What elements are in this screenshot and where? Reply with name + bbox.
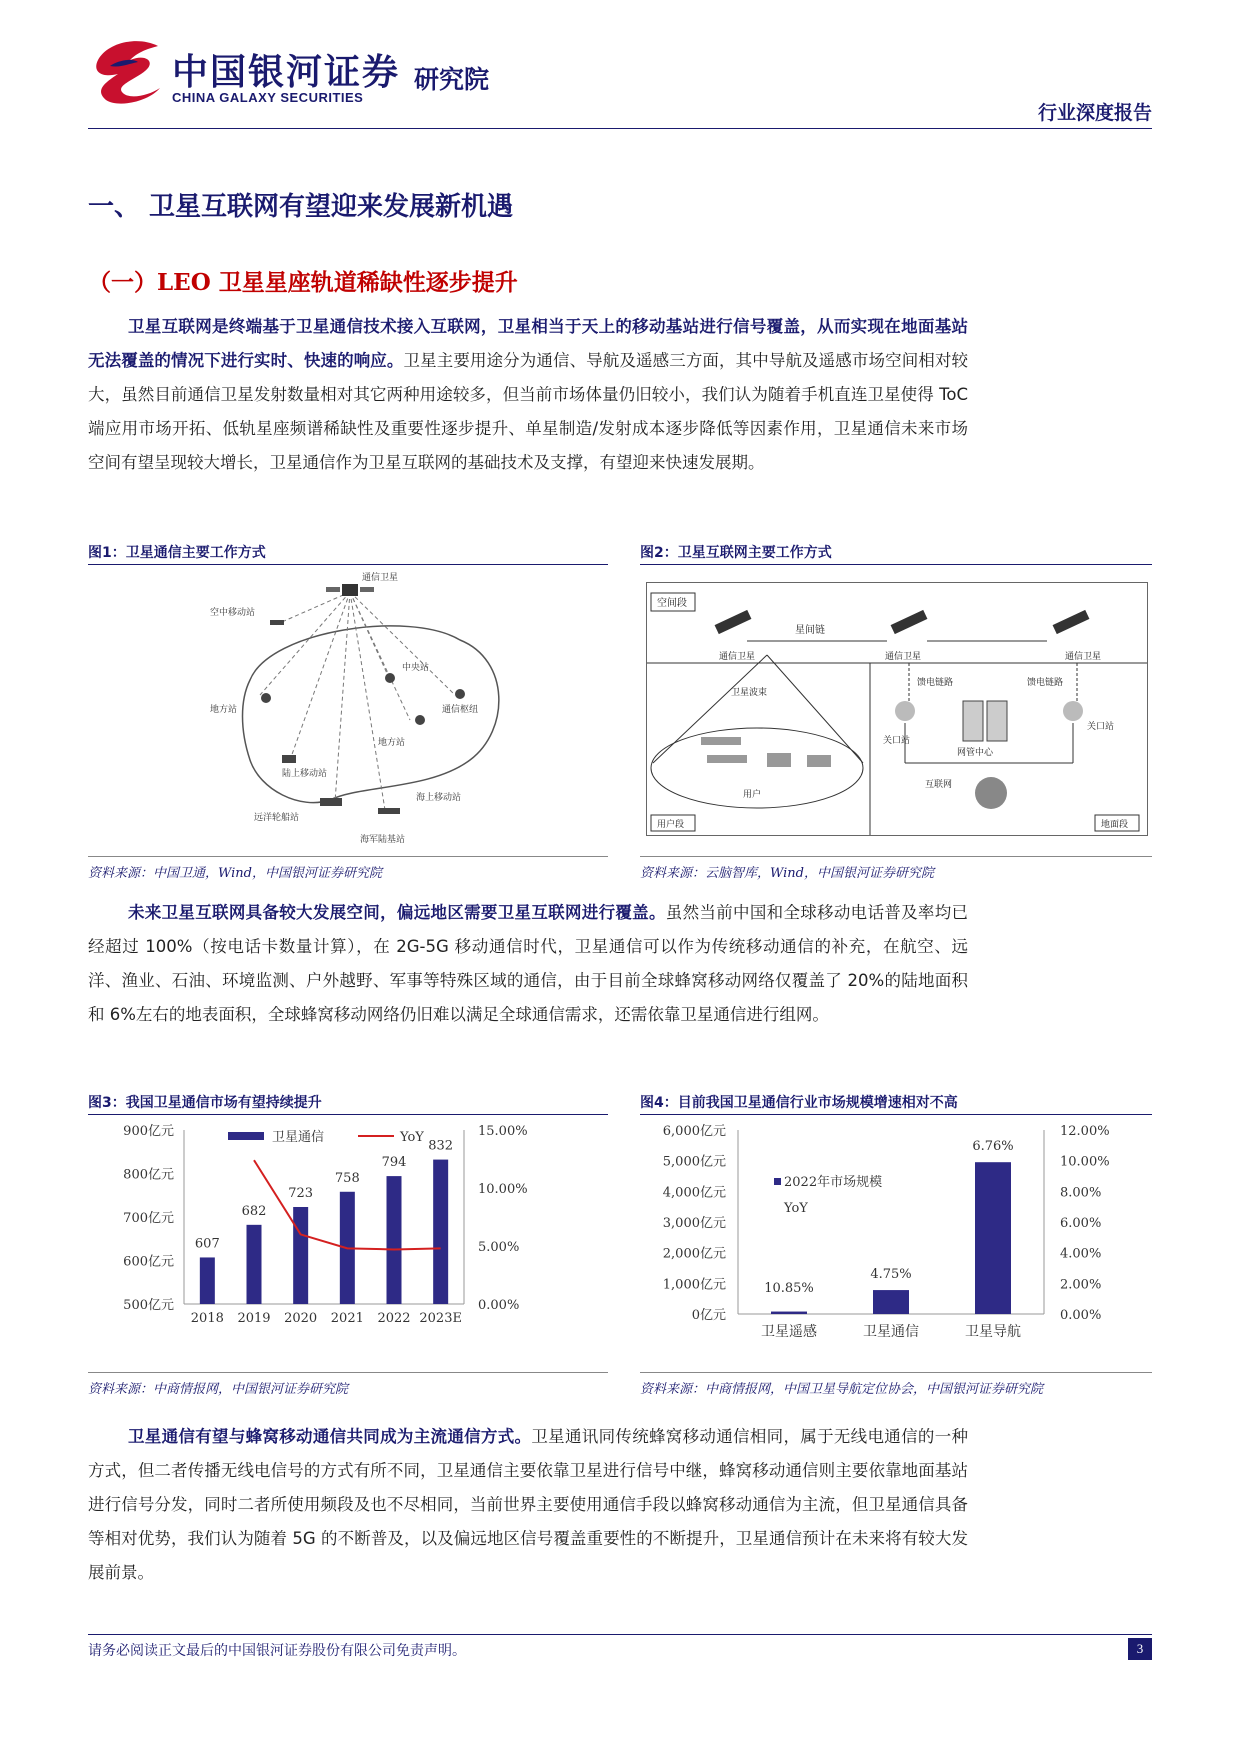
fig3-x-tick: 2018 <box>190 1311 224 1326</box>
fig1-label-hub: 通信枢纽 <box>442 705 479 715</box>
fig1-label-sea: 海上移动站 <box>416 793 462 803</box>
fig3-legend-bar-label: 卫星通信 <box>272 1130 325 1145</box>
fig1-source: 资料来源：中国卫通，Wind，中国银河证券研究院 <box>88 866 382 881</box>
header <box>0 0 1240 130</box>
fig2-label-sat2: 通信卫星 <box>885 652 922 662</box>
fig3-y-tick: 900亿元 <box>123 1124 174 1139</box>
fig4-y-tick: 3,000亿元 <box>662 1216 726 1231</box>
fig3-bar <box>247 1225 262 1304</box>
logo-en: CHINA GALAXY SECURITIES <box>172 90 364 105</box>
page-number: 3 <box>1128 1638 1152 1660</box>
fig2-diagram <box>646 582 1148 836</box>
paragraph-1-body: 卫星主要用途分为通信、导航及遥感三方面，其中导航及遥感市场空间相对较大，虽然目前通信卫星发射数量相对其它两种用途较多，但当前市场体量仍旧较小，我们认为随着手机直连卫星使得 ToC 端应用市场开拓、低轨星座频谱稀缺性及重要性逐步提升、单星制造/发射成本逐步降低等因素作用，卫星通信未来市场空间有望呈现较大增长，卫星通信作为卫星互联网的基础技术及支撑，有望迎来快速发展期。 <box>88 351 969 472</box>
fig3-x-tick: 2020 <box>284 1311 318 1326</box>
fig1-label-air: 空中移动站 <box>210 608 256 618</box>
fig3-x-tick: 2022 <box>377 1311 411 1326</box>
fig3-y-tick: 500亿元 <box>123 1298 174 1313</box>
fig2-label-user-seg: 用户段 <box>657 820 685 830</box>
fig4-y2-tick: 4.00% <box>1060 1246 1102 1262</box>
fig3-bottom-rule <box>88 1372 608 1373</box>
fig1-label-ship: 远洋轮船站 <box>254 813 300 823</box>
fig4-yoy-label: 6.76% <box>972 1139 1014 1155</box>
fig4-y2-tick: 12.00% <box>1060 1124 1110 1139</box>
fig4-x-tick: 卫星导航 <box>965 1324 1021 1340</box>
fig3-y2-tick: 15.00% <box>478 1124 528 1139</box>
fig2-label-sat3: 通信卫星 <box>1065 652 1102 662</box>
fig2-label-user: 用户 <box>743 790 762 800</box>
institute-name: 研究院 <box>414 65 490 94</box>
fig2-label-gw1: 关口站 <box>883 736 911 746</box>
para3-bold: 卫星通信有望与蜂窝移动通信共同成为主流通信方式。 <box>128 1427 532 1446</box>
fig2-bottom-rule <box>640 856 1152 857</box>
fig4-bar <box>975 1162 1011 1314</box>
fig4-y-tick: 6,000亿元 <box>662 1124 726 1139</box>
paragraph-1 <box>88 310 968 480</box>
fig4-bottom-rule <box>640 1372 1152 1373</box>
fig2-label-noc: 网管中心 <box>957 748 994 758</box>
fig4-title: 图4：目前我国卫星通信行业市场规模增速相对不高 <box>640 1095 958 1111</box>
fig4-y2-tick: 10.00% <box>1060 1154 1110 1170</box>
galaxy-logo-icon <box>88 38 168 108</box>
fig2-title: 图2：卫星互联网主要工作方式 <box>640 545 832 561</box>
para2-bold: 未来卫星互联网具备较大发展空间，偏远地区需要卫星互联网进行覆盖。 <box>128 903 666 922</box>
fig4-y2-tick: 6.00% <box>1060 1216 1102 1231</box>
fig3-chart <box>88 1118 608 1368</box>
paragraph-3 <box>88 1420 968 1590</box>
paragraph-2-body: 虽然当前中国和全球移动电话普及率均已经超过 100%（按电话卡数量计算），在 2G-5G 移动通信时代，卫星通信可以作为传统移动通信的补充，在航空、远洋、渔业、石油、环境监测、户外越野、军事等特殊区域的通信，由于目前全球蜂窝移动网络仅覆盖了 20%的陆地面积和 6%左右的地表面积，全球蜂窝移动网络仍旧难以满足全球通信需求，还需依靠卫星通信进行组网。 <box>88 903 969 1024</box>
section-title: 一、 卫星互联网有望迎来发展新机遇 <box>88 192 514 222</box>
paragraph-2 <box>88 896 968 1032</box>
fig3-bar <box>200 1257 215 1304</box>
fig2-label-ground-seg: 地面段 <box>1101 820 1129 830</box>
fig4-legend-bar-label: 2022年市场规模 <box>784 1175 883 1190</box>
paragraph-3-body: 卫星通讯同传统蜂窝移动通信相同，属于无线电通信的一种方式，但二者传播无线电信号的方式有所不同，卫星通信主要依靠卫星进行信号中继，蜂窝移动通信则主要依靠地面基站进行信号分发，同时二者所使用频段及也不尽相同，当前世界主要使用通信手段以蜂窝移动通信为主流，但卫星通信具备等相对优势，我们认为随着 5G 的不断普及，以及偏远地区信号覆盖重要性的不断提升，卫星通信预计在未来将有较大发展前景。 <box>88 1427 969 1582</box>
fig3-legend-bar-swatch <box>228 1132 264 1140</box>
fig3-bar <box>293 1207 308 1304</box>
fig4-rule <box>640 1114 1152 1115</box>
fig2-label-isl: 星间链 <box>795 625 825 636</box>
fig4-y2-tick: 0.00% <box>1060 1308 1102 1323</box>
fig1-title: 图1：卫星通信主要工作方式 <box>88 545 266 561</box>
fig3-y-tick: 700亿元 <box>123 1211 174 1226</box>
fig2-label-internet: 互联网 <box>925 780 953 790</box>
fig3-x-tick: 2021 <box>330 1311 364 1326</box>
footer-rule <box>88 1634 1152 1635</box>
fig1-label-satellite: 通信卫星 <box>362 573 399 583</box>
fig1-label-port: 海军陆基站 <box>360 835 406 845</box>
fig4-bar <box>873 1290 909 1314</box>
fig4-x-tick: 卫星通信 <box>863 1324 919 1340</box>
fig3-source: 资料来源：中商情报网，中国银河证券研究院 <box>88 1382 349 1397</box>
fig1-bottom-rule <box>88 856 608 857</box>
fig3-y2-tick: 10.00% <box>478 1182 528 1197</box>
fig3-bar-label: 758 <box>334 1170 360 1186</box>
fig1-label-local2: 地方站 <box>378 738 406 748</box>
fig2-label-space: 空间段 <box>657 598 687 609</box>
fig2-label-gw2: 关口站 <box>1087 722 1115 732</box>
fig3-bar <box>387 1176 402 1304</box>
fig3-y-tick: 800亿元 <box>123 1167 174 1183</box>
fig1-label-central: 中央站 <box>402 663 430 673</box>
fig3-legend-line-label: YoY <box>400 1130 424 1145</box>
fig2-label-feeder2: 馈电链路 <box>1027 678 1064 688</box>
fig1-diagram <box>210 570 550 852</box>
fig1-label-local1: 地方站 <box>210 705 238 715</box>
para1-bold: 卫星互联网是终端基于卫星通信技术接入互联网，卫星相当于天上的移动基站进行信号覆盖，从而实现在地面基站无法覆盖的情况下进行实时、快速的响应。 <box>88 317 968 370</box>
fig3-bar-label: 723 <box>288 1185 314 1201</box>
fig3-x-tick: 2023E <box>419 1311 462 1326</box>
fig4-yoy-label: 4.75% <box>870 1267 912 1283</box>
fig3-rule <box>88 1114 608 1115</box>
fig3-title: 图3：我国卫星通信市场有望持续提升 <box>88 1095 322 1111</box>
fig4-source: 资料来源：中商情报网，中国卫星导航定位协会，中国银河证券研究院 <box>640 1382 1044 1397</box>
fig1-rule <box>88 564 608 565</box>
fig3-y2-tick: 5.00% <box>478 1240 520 1255</box>
fig4-y-tick: 5,000亿元 <box>662 1154 726 1170</box>
subsection-title: （一）LEO 卫星星座轨道稀缺性逐步提升 <box>88 269 518 296</box>
fig3-bar-label: 682 <box>241 1203 267 1219</box>
fig3-bar <box>433 1160 448 1304</box>
fig4-chart <box>640 1118 1152 1368</box>
fig4-yoy-label: 10.85% <box>764 1281 814 1296</box>
fig4-y-tick: 1,000亿元 <box>662 1277 726 1293</box>
fig3-bar-label: 832 <box>428 1138 454 1154</box>
fig2-label-sat1: 通信卫星 <box>719 652 756 662</box>
fig3-bar-label: 794 <box>381 1155 407 1171</box>
fig4-y-tick: 0亿元 <box>691 1308 726 1323</box>
header-rule <box>88 128 1152 129</box>
footer-disclaimer: 请务必阅读正文最后的中国银河证券股份有限公司免责声明。 <box>88 1643 466 1659</box>
fig1-label-land: 陆上移动站 <box>282 769 328 779</box>
fig4-y-tick: 2,000亿元 <box>662 1246 726 1262</box>
fig3-x-tick: 2019 <box>237 1311 271 1326</box>
fig4-y-tick: 4,000亿元 <box>662 1185 726 1201</box>
fig4-bar <box>771 1312 807 1314</box>
fig4-x-tick: 卫星遥感 <box>761 1324 817 1340</box>
fig4-legend-bar-swatch <box>774 1178 781 1185</box>
fig4-y2-tick: 2.00% <box>1060 1277 1102 1293</box>
fig2-label-beam: 卫星波束 <box>731 688 768 698</box>
fig3-y2-tick: 0.00% <box>478 1298 520 1313</box>
fig4-y2-tick: 8.00% <box>1060 1185 1102 1201</box>
fig3-y-tick: 600亿元 <box>123 1254 174 1270</box>
logo-cn: 中国银河证券 <box>172 52 401 93</box>
fig2-label-feeder1: 馈电链路 <box>917 678 954 688</box>
fig3-bar-label: 607 <box>194 1236 220 1252</box>
fig2-source: 资料来源：云脑智库，Wind，中国银河证券研究院 <box>640 866 934 881</box>
fig2-rule <box>640 564 1152 565</box>
fig4-legend-line-label: YoY <box>784 1201 808 1216</box>
report-type: 行业深度报告 <box>1037 102 1152 124</box>
